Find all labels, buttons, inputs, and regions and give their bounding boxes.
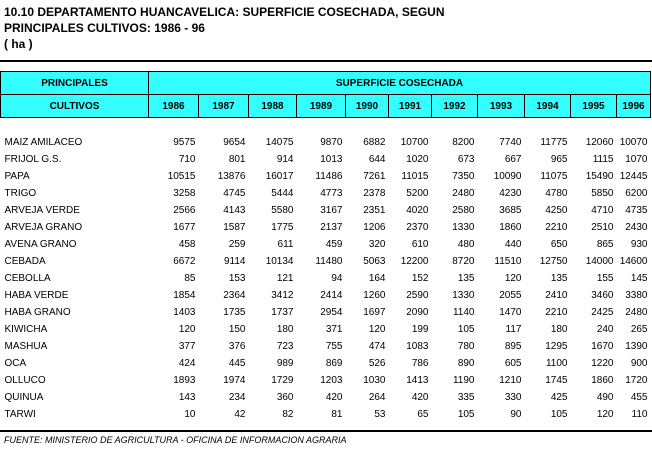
year-header: 1987	[199, 95, 249, 118]
crop-name: QUINUA	[4, 392, 44, 403]
table-cell: 786	[411, 358, 429, 369]
table-cell: 153	[228, 273, 246, 284]
table-cell: 3685	[499, 205, 522, 216]
crop-header-top: PRINCIPALES	[1, 72, 149, 95]
table-cell: 1330	[452, 290, 475, 301]
table-cell: 2566	[173, 205, 196, 216]
year-header: 1991	[389, 95, 432, 118]
crop-name: TRIGO	[4, 188, 37, 199]
table-cell: 2090	[406, 307, 429, 318]
crop-name: TARWI	[4, 409, 36, 420]
table-cell: 199	[411, 324, 429, 335]
table-cell: 5200	[406, 188, 429, 199]
year-header: 1988	[249, 95, 297, 118]
table-row	[1, 321, 651, 338]
table-cell: 474	[368, 341, 386, 352]
table-cell: 490	[596, 392, 614, 403]
table-cell: 2510	[591, 222, 614, 233]
table-cell: 9870	[320, 137, 343, 148]
table-cell: 240	[596, 324, 614, 335]
table-cell: 1974	[223, 375, 246, 386]
table-cell: 455	[630, 392, 648, 403]
table-cell: 1735	[223, 307, 246, 318]
table-cell: 4773	[320, 188, 343, 199]
table-body	[1, 118, 651, 424]
bottom-rule	[0, 430, 652, 432]
table-cell: 117	[505, 324, 522, 335]
table-cell: 610	[411, 239, 429, 250]
table-cell: 914	[276, 154, 294, 165]
table-cell: 10070	[619, 137, 648, 148]
table-cell: 1203	[320, 375, 343, 386]
table-cell: 723	[276, 341, 294, 352]
table-cell: 4780	[545, 188, 568, 199]
table-cell: 10134	[265, 256, 294, 267]
table-cell: 330	[504, 392, 522, 403]
table-cell: 135	[457, 273, 475, 284]
table-cell: 42	[234, 409, 246, 420]
table-cell: 2210	[545, 307, 568, 318]
table-cell: 611	[277, 239, 294, 250]
table-row	[1, 372, 651, 389]
table-cell: 667	[504, 154, 522, 165]
table-cell: 11015	[401, 171, 429, 182]
table-cell: 105	[457, 409, 475, 420]
year-header: 1990	[346, 95, 389, 118]
year-header: 1989	[297, 95, 346, 118]
table-cell: 85	[184, 273, 196, 284]
table-cell: 4735	[625, 205, 648, 216]
table-cell: 11486	[315, 171, 343, 182]
table-row	[1, 304, 651, 321]
table-cell: 2954	[320, 307, 343, 318]
table-cell: 865	[596, 239, 614, 250]
crop-name: CEBOLLA	[4, 273, 51, 284]
table-cell: 150	[228, 324, 246, 335]
crop-name: HABA VERDE	[4, 290, 69, 301]
table-cell: 900	[630, 358, 648, 369]
table-cell: 3460	[591, 290, 614, 301]
year-header: 1995	[571, 95, 617, 118]
table-cell: 335	[457, 392, 475, 403]
table-cell: 1330	[452, 222, 475, 233]
table-cell: 6672	[173, 256, 196, 267]
crop-name: PAPA	[4, 171, 30, 182]
table-cell: 53	[374, 409, 386, 420]
table-cell: 9575	[173, 137, 196, 148]
table-cell: 14075	[265, 137, 294, 148]
table-cell: 10515	[167, 171, 196, 182]
table-row	[1, 185, 651, 202]
table-cell: 526	[368, 358, 386, 369]
crop-header-bottom: CULTIVOS	[1, 95, 149, 118]
table-cell: 120	[178, 324, 196, 335]
table-cell: 420	[325, 392, 343, 403]
table-cell: 480	[457, 239, 475, 250]
crop-name: HABA GRANO	[4, 307, 71, 318]
table-cell: 9654	[223, 137, 246, 148]
header-row-1	[1, 72, 651, 95]
table-row	[1, 287, 651, 304]
table-cell: 895	[504, 341, 522, 352]
table-row	[1, 253, 651, 270]
table-cell: 1775	[271, 222, 294, 233]
table-cell: 2580	[452, 205, 475, 216]
table-units: ( ha )	[4, 37, 33, 51]
table-cell: 4250	[545, 205, 568, 216]
crop-name: KIWICHA	[4, 324, 48, 335]
crop-name: ARVEJA GRANO	[4, 222, 83, 233]
table-cell: 94	[331, 273, 343, 284]
table-cell: 4230	[499, 188, 522, 199]
table-cell: 2410	[545, 290, 568, 301]
table-cell: 376	[228, 341, 246, 352]
table-cell: 6882	[363, 137, 386, 148]
table-title-line-1: 10.10 DEPARTAMENTO HUANCAVELICA: SUPERFICIE COSECHADA, SEGUN	[4, 5, 445, 19]
table-row	[1, 270, 651, 287]
table-cell: 1083	[406, 341, 429, 352]
table-cell: 16017	[265, 171, 294, 182]
table-cell: 1260	[363, 290, 386, 301]
table-cell: 65	[417, 409, 429, 420]
table-cell: 6200	[625, 188, 648, 199]
table-cell: 155	[596, 273, 614, 284]
crop-name: OLLUCO	[4, 375, 46, 386]
table-cell: 1893	[173, 375, 196, 386]
table-cell: 1115	[592, 154, 614, 165]
table-cell: 377	[178, 341, 196, 352]
table-cell: 12060	[585, 137, 614, 148]
table-cell: 4020	[406, 205, 429, 216]
table-cell: 3412	[271, 290, 294, 301]
crop-name: OCA	[4, 358, 27, 369]
table-cell: 7740	[499, 137, 522, 148]
table-row	[1, 202, 651, 219]
crop-name: CEBADA	[4, 256, 46, 267]
table-cell: 1854	[173, 290, 196, 301]
table-cell: 424	[178, 358, 196, 369]
table-cell: 2378	[363, 188, 386, 199]
table-cell: 1030	[363, 375, 386, 386]
table-cell: 5850	[591, 188, 614, 199]
table-row	[1, 355, 651, 372]
table-cell: 458	[178, 239, 196, 250]
year-header: 1986	[149, 95, 199, 118]
table-cell: 11510	[494, 256, 522, 267]
table-cell: 1860	[591, 375, 614, 386]
table-cell: 10700	[400, 137, 429, 148]
table-cell: 1737	[271, 307, 294, 318]
source-footnote: FUENTE: MINISTERIO DE AGRICULTURA - OFICINA DE INFORMACION AGRARIA	[4, 435, 347, 445]
table-cell: 265	[630, 324, 648, 335]
table-cell: 14600	[619, 256, 648, 267]
table-cell: 2425	[591, 307, 614, 318]
table-cell: 4143	[223, 205, 246, 216]
table-cell: 120	[368, 324, 386, 335]
table-cell: 360	[276, 392, 294, 403]
table-cell: 110	[631, 409, 648, 420]
table-cell: 8200	[452, 137, 475, 148]
table-cell: 12200	[400, 256, 429, 267]
table-cell: 1220	[591, 358, 614, 369]
table-cell: 105	[457, 324, 475, 335]
table-cell: 1670	[591, 341, 614, 352]
table-cell: 2480	[452, 188, 475, 199]
table-cell: 755	[325, 341, 343, 352]
title-block	[4, 4, 445, 52]
table-cell: 120	[504, 273, 522, 284]
table-cell: 425	[550, 392, 568, 403]
table-cell: 121	[276, 273, 294, 284]
table-cell: 10	[184, 409, 196, 420]
table-cell: 10090	[493, 171, 522, 182]
table-cell: 120	[596, 409, 614, 420]
table-cell: 710	[178, 154, 196, 165]
table-cell: 1020	[406, 154, 429, 165]
crop-name: MAIZ AMILACEO	[4, 137, 83, 148]
table-row	[1, 168, 651, 185]
table-cell: 81	[331, 409, 343, 420]
table-cell: 890	[457, 358, 475, 369]
table-cell: 145	[630, 273, 648, 284]
table-cell: 9114	[223, 256, 246, 267]
table-cell: 180	[276, 324, 294, 335]
table-cell: 1860	[499, 222, 522, 233]
table-cell: 11775	[540, 137, 568, 148]
table-cell: 650	[550, 239, 568, 250]
table-cell: 2414	[320, 290, 343, 301]
spacer-row	[1, 118, 651, 135]
table-row	[1, 338, 651, 355]
table-cell: 2351	[363, 205, 386, 216]
table-cell: 4710	[591, 205, 614, 216]
table-cell: 164	[368, 273, 386, 284]
table-cell: 2055	[499, 290, 522, 301]
table-cell: 2590	[406, 290, 429, 301]
table-cell: 989	[276, 358, 294, 369]
table-cell: 605	[504, 358, 522, 369]
table-cell: 1210	[499, 375, 522, 386]
table-cell: 420	[411, 392, 429, 403]
table-cell: 673	[457, 154, 475, 165]
table-cell: 7350	[452, 171, 475, 182]
table-row	[1, 406, 651, 423]
year-header: 1993	[478, 95, 525, 118]
year-header: 1992	[432, 95, 478, 118]
table-cell: 1013	[320, 154, 343, 165]
table-cell: 1697	[363, 307, 386, 318]
table-cell: 12750	[539, 256, 568, 267]
table-row	[1, 236, 651, 253]
table-cell: 1100	[545, 358, 568, 369]
table-row	[1, 219, 651, 236]
table-row	[1, 151, 651, 168]
data-table	[0, 71, 651, 423]
top-rule	[0, 60, 652, 62]
table-cell: 234	[228, 392, 246, 403]
table-cell: 2364	[223, 290, 246, 301]
table-cell: 965	[550, 154, 568, 165]
table-cell: 2210	[545, 222, 568, 233]
table-cell: 371	[325, 324, 343, 335]
table-cell: 1390	[625, 341, 648, 352]
table-cell: 90	[510, 409, 522, 420]
group-header: SUPERFICIE COSECHADA	[149, 72, 651, 95]
year-header: 1994	[525, 95, 571, 118]
table-cell: 1729	[271, 375, 294, 386]
table-cell: 644	[368, 154, 386, 165]
table-cell: 4745	[223, 188, 246, 199]
table-cell: 3380	[625, 290, 648, 301]
table-row	[1, 134, 651, 151]
table-cell: 13876	[217, 171, 246, 182]
table-cell: 3167	[320, 205, 343, 216]
table-cell: 82	[282, 409, 294, 420]
table-cell: 1720	[625, 375, 648, 386]
table-cell: 12445	[619, 171, 648, 182]
table-cell: 2370	[406, 222, 429, 233]
table-cell: 11075	[540, 171, 568, 182]
table-cell: 1070	[625, 154, 648, 165]
table-cell: 1190	[452, 375, 475, 386]
table-cell: 5063	[363, 256, 386, 267]
table-cell: 3258	[173, 188, 196, 199]
table-cell: 320	[368, 239, 386, 250]
table-cell: 15490	[585, 171, 614, 182]
table-cell: 8720	[452, 256, 475, 267]
table-cell: 1677	[173, 222, 196, 233]
table-cell: 264	[368, 392, 386, 403]
table-cell: 2430	[625, 222, 648, 233]
table-cell: 180	[550, 324, 568, 335]
table-cell: 7261	[363, 171, 386, 182]
table-cell: 1413	[406, 375, 429, 386]
table-cell: 5580	[271, 205, 294, 216]
table-cell: 780	[457, 341, 475, 352]
table-title-line-2: PRINCIPALES CULTIVOS: 1986 - 96	[4, 21, 205, 35]
table-cell: 1470	[499, 307, 522, 318]
table-cell: 801	[228, 154, 246, 165]
table-cell: 259	[228, 239, 246, 250]
table-cell: 5444	[271, 188, 294, 199]
table-cell: 1745	[545, 375, 568, 386]
table-cell: 14000	[585, 256, 614, 267]
table-cell: 1140	[452, 307, 475, 318]
crop-name: MASHUA	[4, 341, 48, 352]
table-cell: 445	[228, 358, 246, 369]
table-cell: 2480	[625, 307, 648, 318]
crop-name: AVENA GRANO	[4, 239, 77, 250]
table-cell: 869	[325, 358, 343, 369]
table-cell: 459	[325, 239, 343, 250]
table-cell: 135	[550, 273, 568, 284]
table-cell: 1403	[173, 307, 196, 318]
table-cell: 11480	[315, 256, 343, 267]
crop-name: ARVEJA VERDE	[4, 205, 80, 216]
header-row-2	[1, 95, 651, 118]
table-cell: 440	[504, 239, 522, 250]
table-cell: 1295	[545, 341, 568, 352]
table-cell: 143	[178, 392, 196, 403]
table-cell: 2137	[320, 222, 343, 233]
table-cell: 1206	[363, 222, 386, 233]
table-cell: 1587	[223, 222, 246, 233]
year-header: 1996	[617, 95, 651, 118]
table-row	[1, 389, 651, 406]
crop-name: FRIJOL G.S.	[4, 154, 62, 165]
table-cell: 105	[550, 409, 568, 420]
table-cell: 152	[411, 273, 429, 284]
table-cell: 930	[630, 239, 648, 250]
